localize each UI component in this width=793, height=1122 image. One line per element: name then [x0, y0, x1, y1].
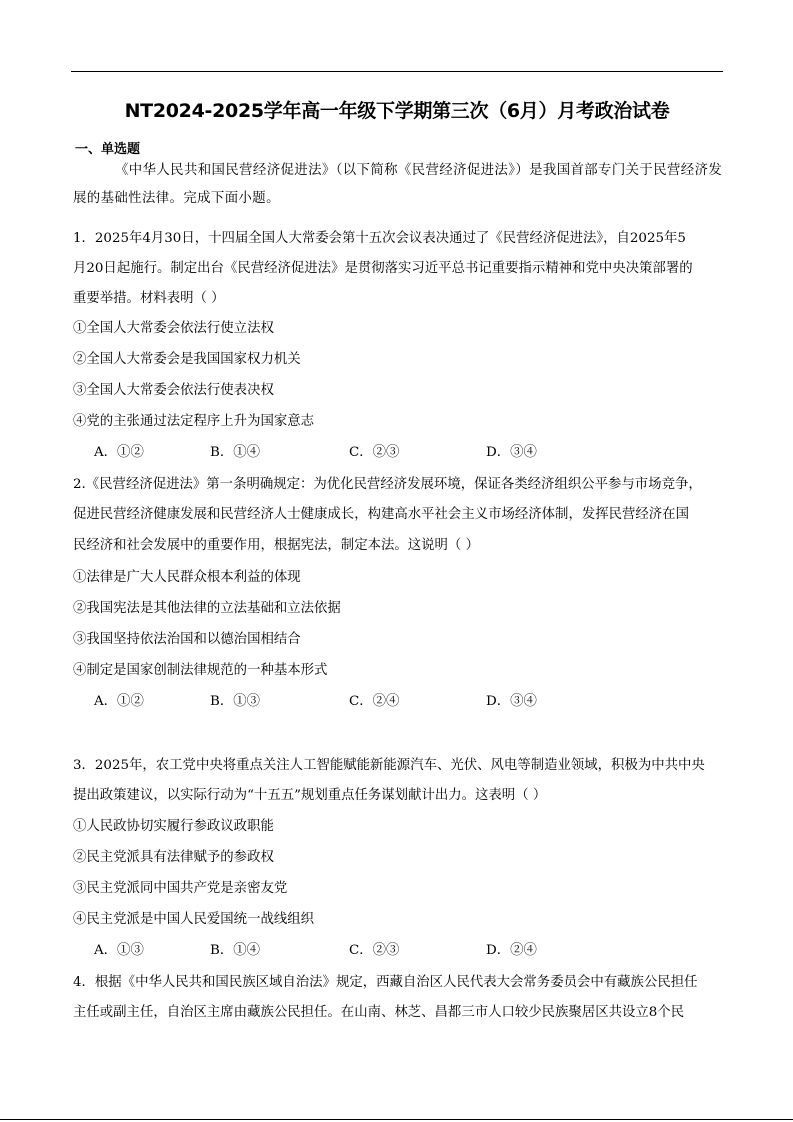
question-2-item: ②我国宪法是其他法律的立法基础和立法依据 [73, 601, 341, 616]
question-1-stem: 重要举措。材料表明（ ） [73, 291, 225, 306]
option-a[interactable]: A．①③ [94, 943, 144, 958]
question-2-item: ①法律是广大人民群众根本利益的体现 [73, 570, 301, 585]
intro-line: 展的基础性法律。完成下面小题。 [73, 191, 280, 206]
question-2-item: ④制定是国家创制法律规范的一种基本形式 [73, 663, 328, 678]
option-c[interactable]: C．②④ [349, 694, 400, 709]
question-1-item: ①全国人大常委会依法行使立法权 [73, 321, 274, 336]
question-3-item: ③民主党派同中国共产党是亲密友党 [73, 881, 288, 896]
footer-rule [0, 1119, 793, 1120]
question-1-item: ②全国人大常委会是我国国家权力机关 [73, 352, 301, 367]
question-3-item: ④民主党派是中国人民爱国统一战线组织 [73, 912, 315, 927]
question-4-stem: 4．根据《中华人民共和国民族区域自治法》规定，西藏自治区人民代表大会常务委员会中有藏族公民担任 [73, 975, 698, 990]
question-1-stem: 月20日起施行。制定出台《民营经济促进法》是贯彻落实习近平总书记重要指示精神和党中央决策部署的 [73, 261, 693, 276]
header-rule [71, 71, 723, 72]
question-4-stem: 主任或副主任，自治区主席由藏族公民担任。在山南、林芝、昌都三市人口较少民族聚居区共设立8个民 [73, 1005, 685, 1020]
question-2-item: ③我国坚持依法治国和以德治国相结合 [73, 632, 301, 647]
section-heading: 一、单选题 [75, 142, 141, 157]
question-3-stem: 提出政策建议，以实际行动为“十五五”规划重点任务谋划献计出力。这表明（ ） [73, 788, 547, 803]
option-d[interactable]: D．③④ [486, 445, 537, 460]
question-1-item: ③全国人大常委会依法行使表决权 [73, 383, 274, 398]
question-3-item: ②民主党派具有法律赋予的参政权 [73, 850, 274, 865]
question-2-stem: 促进民营经济健康发展和民营经济人士健康成长，构建高水平社会主义市场经济体制，发挥民营经济在国 [73, 507, 689, 522]
exam-title: NT2024-2025学年高一年级下学期第三次（6月）月考政治试卷 [124, 100, 670, 122]
option-b[interactable]: B．①④ [210, 943, 261, 958]
option-b[interactable]: B．①④ [210, 445, 261, 460]
question-3-stem: 3．2025年，农工党中央将重点关注人工智能赋能新能源汽车、光伏、风电等制造业领域，积极为中共中央 [73, 758, 705, 773]
question-1-item: ④党的主张通过法定程序上升为国家意志 [73, 414, 315, 429]
question-2-stem: 2.《民营经济促进法》第一条明确规定：为优化民营经济发展环境，保证各类经济组织公平参与市场竞争， [73, 477, 702, 492]
question-1-stem: 1．2025年4月30日，十四届全国人大常委会第十五次会议表决通过了《民营经济促进法》，自2025年5 [73, 231, 686, 246]
option-c[interactable]: C．②③ [349, 943, 400, 958]
intro-line: 《中华人民共和国民营经济促进法》（以下简称《民营经济促进法》）是我国首部专门关于民营经济发 [115, 163, 723, 178]
option-d[interactable]: D．②④ [486, 943, 537, 958]
question-2-stem: 民经济和社会发展中的重要作用，根据宪法，制定本法。这说明（ ） [73, 538, 479, 553]
option-b[interactable]: B．①③ [210, 694, 261, 709]
option-c[interactable]: C．②③ [349, 445, 400, 460]
option-a[interactable]: A．①② [94, 445, 144, 460]
question-3-item: ①人民政协切实履行参政议政职能 [73, 819, 274, 834]
option-a[interactable]: A．①② [94, 694, 144, 709]
option-d[interactable]: D．③④ [486, 694, 537, 709]
